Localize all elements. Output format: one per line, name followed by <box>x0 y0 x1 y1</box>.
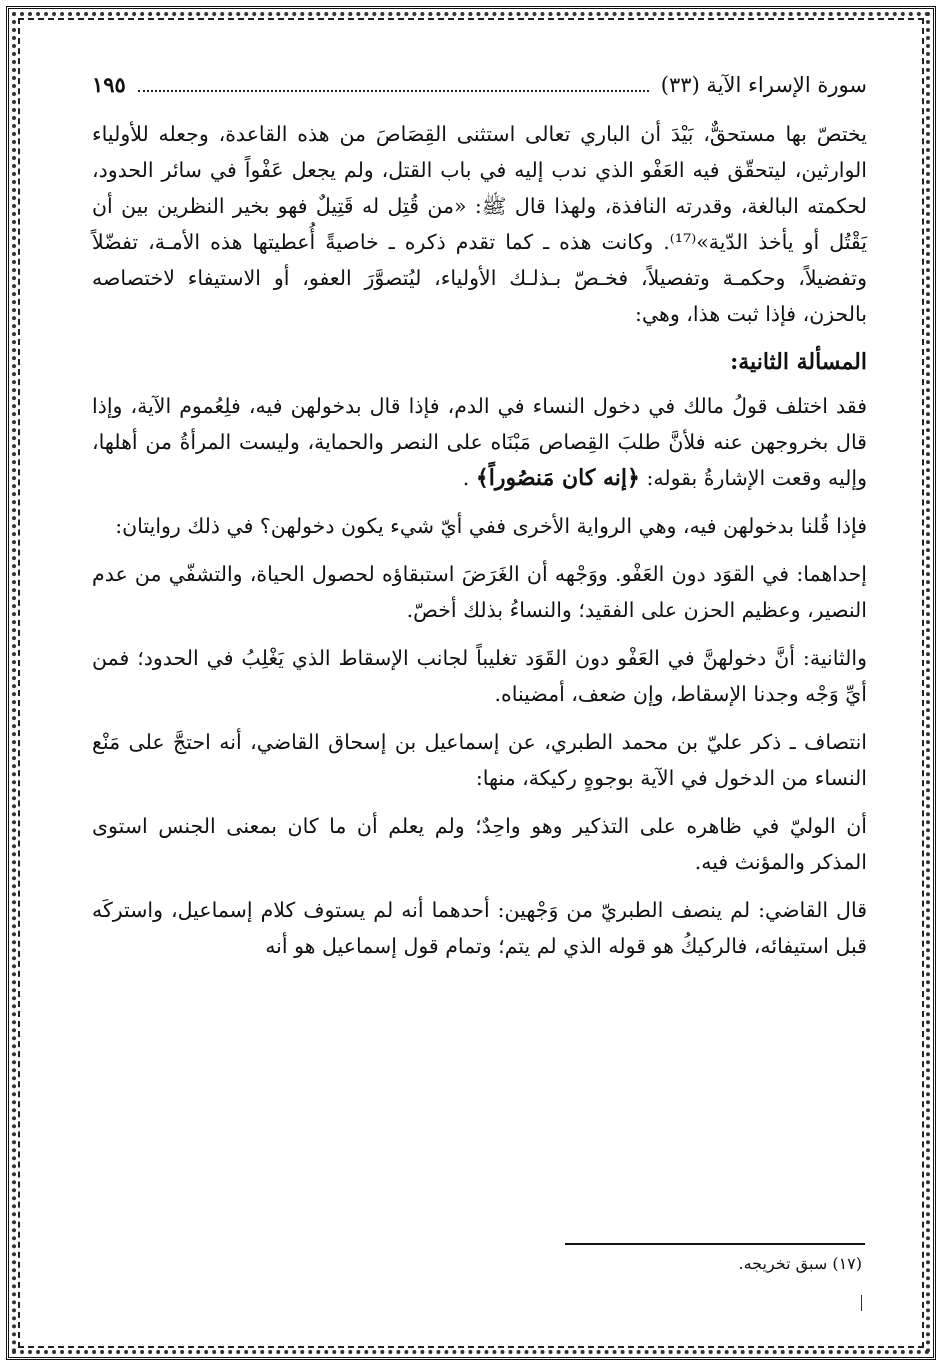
paragraph-6: انتصاف ـ ذكر عليّ بن محمد الطبري، عن إسماعيل بن إسحاق القاضي، أنه احتجَّ على مَنْع النساء من الدخول في الآية بوجوهٍ ركيكة، منها: <box>92 730 867 790</box>
paragraph-3: فإذا قُلنا بدخولهن فيه، وهي الرواية الأخرى ففي أيّ شيء يكون دخولهن؟ في ذلك روايتان: <box>115 514 867 538</box>
running-header <box>92 72 867 116</box>
paragraph-2-end: . <box>462 466 470 490</box>
paragraph-2-text: فقد اختلف قولُ مالك في دخول النساء في الدم، فإذا قال بدخولهن فيه، فلِعُموم الآية، وإذا قال بخروجهن عنه فلأنَّ طلبَ القِصاص مَبْنَاه على النصر والحماية، وليست المرأةُ من أهلها، وإليه وقعت الإشارةُ بقوله: <box>92 394 867 490</box>
footnote: (١٧) سبق تخريجه. <box>738 1254 862 1273</box>
margin-mark <box>861 1295 862 1311</box>
paragraph-8: قال القاضي: لم ينصف الطبريّ من وَجْهين: أحدهما أنه لم يستوف كلام إسماعيل، واستركَه قبل استيفائه، فالركيكُ هو قوله الذي لم يتم؛ وتمام قول إسماعيل هو أنه <box>92 898 867 958</box>
paragraph-4: إحداهما: في القوَد دون العَفْو. ووَجْهه أن الغَرَضَ استبقاؤه لحصول الحياة، والتشفّي من عدم النصير، وعظيم الحزن على الفقيد؛ والنساءُ بذلك أخصّ. <box>92 562 867 622</box>
paragraph-2 <box>92 388 867 496</box>
section-heading: المسألة الثانية: <box>730 349 867 375</box>
paragraph-7: أن الوليّ في ظاهره على التذكير وهو واحِدٌ؛ ولم يعلم أن ما كان بمعنى الجنس استوى المذكر والمؤنث فيه. <box>92 814 867 874</box>
page-number: ١٩٥ <box>92 72 126 97</box>
paragraph-5: والثانية: أنَّ دخولهنَّ في العَفْو دون القَوَد تغليباً لجانب الإسقاط الذي يَغْلِبُ في الحدود؛ فمن أيِّ وَجْه وجدنا الإسقاط، وإن ضعف، أمضيناه. <box>92 646 867 706</box>
paragraph-1: يختصّ بها مستحقٌّ، بَيْدَ أن الباري تعالى استثنى القِصَاصَ من هذه القاعدة، وجعله للأولياء الوارثين، ليتحقّق فيه العَفْو الذي ندب إليه في باب القتل، ولم يجعل عَفْواً في سائر الحدود، لحكمته البالغة، وقدرته النافذة، ولهذا قال ﷺ: «من قُتِل له قَتِيلٌ فهو بخير النظرين بين أن يَقْتُل أو يأخذ الدّية»⁽¹⁷⁾. وكانت هذه ـ كما تقدم ذكره ـ خاصيةً أُعطيتها هذه الأمـة، تفضّلاً وتفضيلاً، وحكمـة وتفصيلاً، فخـصّ بـذلـك الأولياء، ليُتصوَّرَ العفو، أو الاستيفاء لاختصاصه بالحزن، فإذا ثبت هذا، وهي: <box>92 122 867 326</box>
quran-quote: ﴿إنه كان مَنصُوراً﴾ <box>475 465 640 491</box>
footnote-separator <box>565 1243 865 1245</box>
header-leader-dots <box>138 80 649 92</box>
header-title: سورة الإسراء الآية (٣٣) <box>660 73 867 97</box>
page-content <box>92 72 867 966</box>
